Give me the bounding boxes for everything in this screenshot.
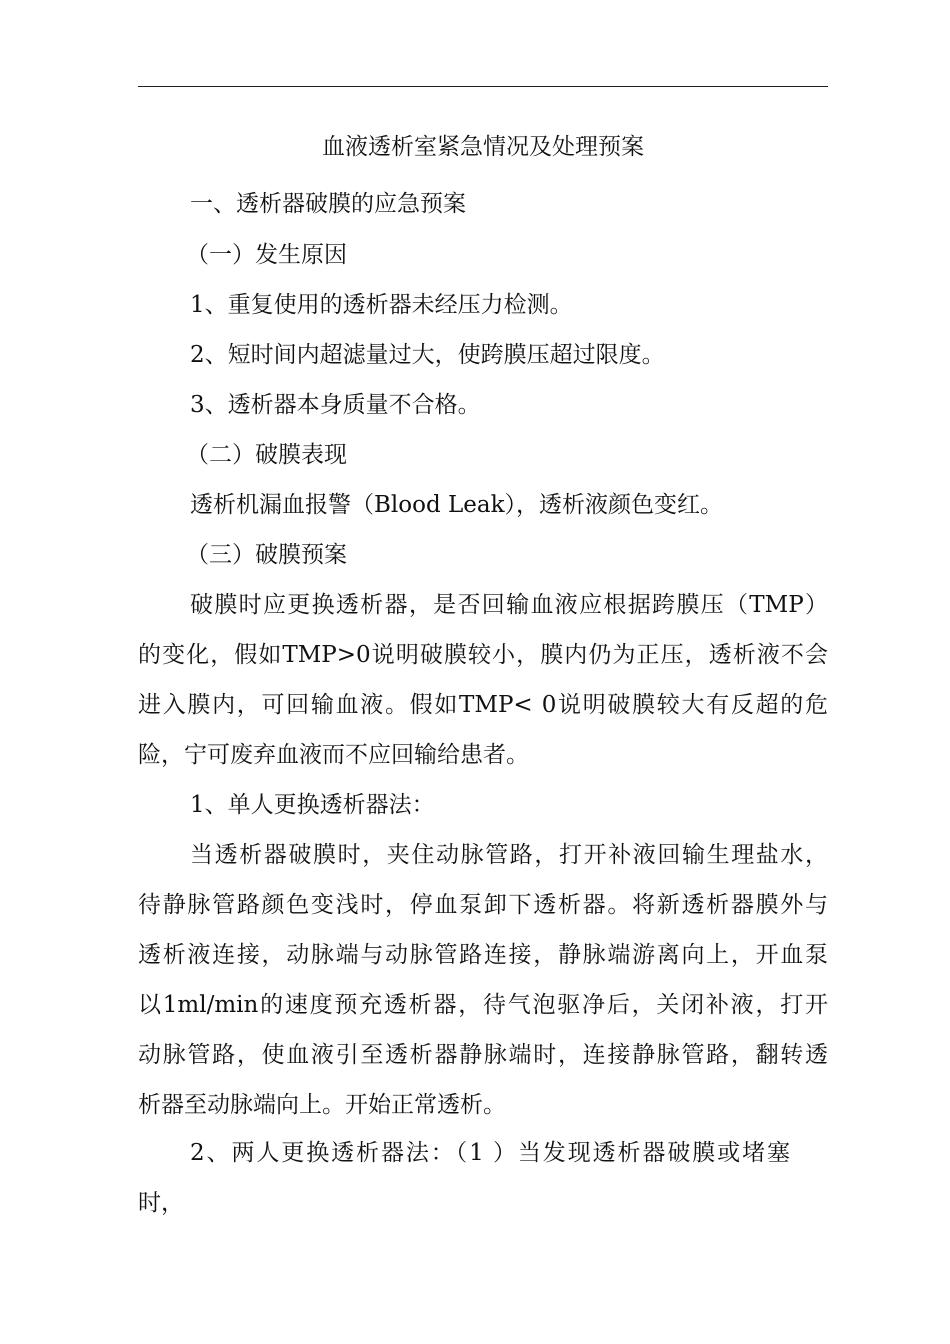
method-1-line: 当透析器破膜时，夹住动脉管路，打开补液回输生理盐水， (190, 842, 828, 868)
cause-item-3: 3、透析器本身质量不合格。 (190, 392, 481, 418)
method-1-line: 动脉管路，使血液引至透析器静脉端时，连接静脉管路，翻转透 (138, 1042, 828, 1068)
header-rule (138, 86, 828, 87)
plan-paragraph-line: 进入膜内，可回输血液。假如TMP< 0说明破膜较大有反超的危 (138, 692, 828, 718)
method-1-line: 以1ml/min的速度预充透析器，待气泡驱净后，关闭补液，打开 (138, 992, 828, 1018)
method-1-line: 析器至动脉端向上。开始正常透析。 (138, 1092, 506, 1118)
method-1-line: 透析液连接，动脉端与动脉管路连接，静脉端游离向上，开血泵 (138, 942, 828, 968)
method-1-line: 待静脉管路颜色变浅时，停血泵卸下透析器。将新透析器膜外与 (138, 892, 828, 918)
cause-item-1: 1、重复使用的透析器未经压力检测。 (190, 292, 573, 318)
method-1-title: 1、单人更换透析器法： (190, 792, 435, 818)
plan-paragraph-line: 的变化，假如TMP>0说明破膜较小，膜内仍为正压，透析液不会 (138, 642, 828, 668)
method-2-line: 2、两人更换透析器法：（1 ）当发现透析器破膜或堵塞 (190, 1140, 790, 1166)
subheading-symptoms: （二）破膜表现 (186, 442, 347, 468)
symptom-text: 透析机漏血报警（Blood Leak），透析液颜色变红。 (190, 492, 724, 518)
plan-paragraph-line: 破膜时应更换透析器，是否回输血液应根据跨膜压（TMP） (190, 592, 828, 618)
plan-paragraph-line: 险，宁可废弃血液而不应回输给患者。 (138, 742, 529, 768)
cause-item-2: 2、短时间内超滤量过大，使跨膜压超过限度。 (190, 342, 665, 368)
document-title: 血液透析室紧急情况及处理预案 (322, 134, 644, 160)
subheading-causes: （一）发生原因 (186, 242, 347, 268)
method-2-line: 时， (138, 1190, 184, 1216)
subheading-plan: （三）破膜预案 (186, 542, 347, 568)
section-heading-1: 一、透析器破膜的应急预案 (190, 191, 466, 217)
